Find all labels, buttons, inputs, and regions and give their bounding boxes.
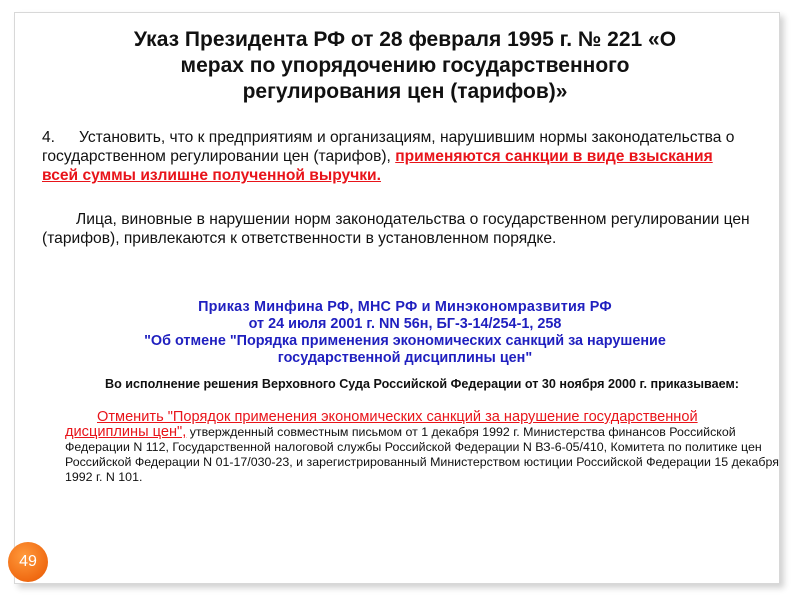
liability-paragraph xyxy=(42,210,764,248)
slide-title xyxy=(55,27,755,105)
order-heading xyxy=(55,299,755,367)
execution-paragraph xyxy=(65,377,765,392)
order-line-4: государственной дисциплины цен" xyxy=(277,350,533,366)
cancel-text: утвержденный совместным письмом от 1 декабря 1992 г. Министерства финансов Российской Федерации N 112, Государственной налоговой службы Российской Федерации N ВЗ-6-05/410, Комитета по политике цен Российской Федерации N 01-17/030-23, и зарегистрированный Министерством юстиции Российской Федерации 15 декабря 1992 г. N 101. xyxy=(65,425,779,484)
title-line-2: мерах по упорядочению государственного xyxy=(180,54,630,77)
sanctions-highlight: применяются санкции в виде взыскания всей суммы излишне полученной выручки. xyxy=(42,148,713,184)
title-line-1: Указ Президента РФ от 28 февраля 1995 г. № 221 «О xyxy=(133,28,677,51)
order-line-1: Приказ Минфина РФ, МНС РФ и Минэкономразвития РФ xyxy=(198,299,612,315)
clause-4 xyxy=(42,128,742,185)
order-line-3: "Об отмене "Порядка применения экономических санкций за нарушение xyxy=(144,333,666,349)
cancel-highlight: Отменить "Порядок применения экономических санкций за нарушение государственной дисциплины цен", xyxy=(65,409,698,440)
clause-text: Установить, что к предприятиям и организациям, нарушившим нормы законодательства о государственном регулировании цен (тарифов), xyxy=(42,129,735,165)
clause-number: 4. xyxy=(42,129,56,146)
slide-number-badge: 49 xyxy=(8,542,48,582)
order-line-2: от 24 июля 2001 г. NN 56н, БГ-3-14/254-1, 258 xyxy=(248,316,562,332)
cancel-paragraph xyxy=(65,410,781,485)
title-line-3: регулирования цен (тарифов)» xyxy=(242,80,568,103)
liability-text: Лица, виновные в нарушении норм законодательства о государственном регулировании цен (тарифов), привлекаются к ответственности в установленном порядке. xyxy=(42,211,750,247)
execution-text: Во исполнение решения Верховного Суда Российской Федерации от 30 ноября 2000 г. приказываем: xyxy=(105,377,739,391)
slide xyxy=(14,12,780,584)
